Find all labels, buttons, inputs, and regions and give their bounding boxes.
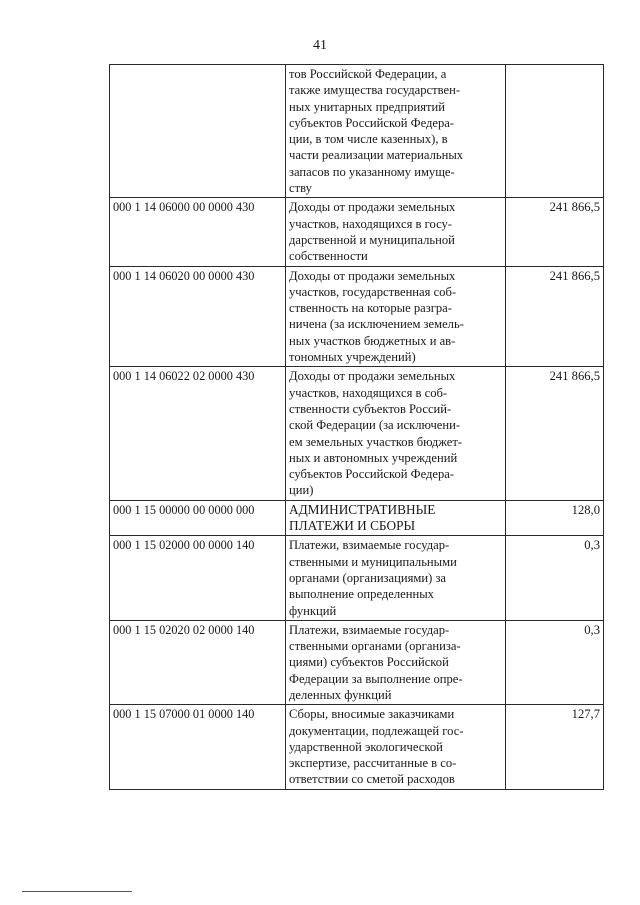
budget-code-cell: 000 1 15 07000 01 0000 140: [110, 705, 286, 789]
budget-code-cell: [110, 65, 286, 198]
revenue-name-cell: [286, 266, 506, 367]
revenue-name-line: ственности субъектов Россий-: [289, 401, 452, 416]
revenue-name-line: ской Федерации (за исключени-: [289, 418, 461, 433]
revenue-name-line: ответствии со сметой расходов: [289, 772, 455, 787]
revenue-name-line: ственность на которые разгра-: [289, 301, 452, 316]
revenue-name-line: Сборы, вносимые заказчиками: [289, 707, 455, 722]
revenue-name-line: Доходы от продажи земельных: [289, 268, 456, 283]
amount-cell: 0,3: [506, 620, 604, 704]
revenue-name-line: ных участков бюджетных и ав-: [289, 333, 456, 348]
revenue-name-line: тов Российской Федерации, а: [289, 67, 447, 81]
revenue-name-line: ции, в том числе казенных), в: [289, 132, 448, 147]
revenue-name-line: части реализации материальных: [289, 148, 464, 163]
revenue-name-line: ничена (за исключением земель-: [289, 317, 464, 332]
revenue-name-line: АДМИНИСТРАТИВНЫЕ: [289, 501, 436, 517]
revenue-name-cell: [286, 705, 506, 789]
revenue-name-line: субъектов Российской Федера-: [289, 115, 455, 130]
amount-cell: 127,7: [506, 705, 604, 789]
revenue-name-line: Доходы от продажи земельных: [289, 200, 456, 215]
amount-cell: 241 866,5: [506, 367, 604, 500]
revenue-name-line: ству: [289, 181, 312, 196]
revenue-name-line: циями) субъектов Российской: [289, 655, 449, 670]
revenue-name-line: Платежи, взимаемые государ-: [289, 622, 450, 637]
table-row: [110, 198, 604, 266]
revenue-name-cell: [286, 367, 506, 500]
revenue-name-line: также имущества государствен-: [289, 83, 461, 98]
revenue-name-line: собственности: [289, 249, 368, 264]
revenue-name-line: ных и автономных учреждений: [289, 450, 458, 465]
budget-code-cell: 000 1 14 06022 02 0000 430: [110, 367, 286, 500]
revenue-name-line: выполнение определенных: [289, 587, 434, 602]
revenue-name-line: функций: [289, 603, 337, 618]
revenue-name-line: Доходы от продажи земельных: [289, 369, 456, 384]
budget-code-cell: 000 1 15 02000 00 0000 140: [110, 536, 286, 620]
revenue-name-line: ственными и муниципальными: [289, 554, 457, 569]
revenue-name-line: Федерации за выполнение опре-: [289, 671, 463, 686]
amount-cell: 241 866,5: [506, 198, 604, 266]
table-row: [110, 500, 604, 536]
page-number: 41: [313, 38, 327, 53]
table-row: [110, 266, 604, 367]
revenue-name-line: экспертизе, рассчитанные в со-: [289, 756, 457, 771]
revenue-name-line: ем земельных участков бюджет-: [289, 434, 463, 449]
table-row: [110, 536, 604, 620]
budget-code-cell: 000 1 15 02020 02 0000 140: [110, 620, 286, 704]
revenue-name-line: участков, государственная соб-: [289, 284, 457, 299]
revenue-name-line: ственными органами (организа-: [289, 639, 461, 654]
revenue-name-cell: [286, 500, 506, 536]
revenue-name-line: запасов по указанному имуще-: [289, 164, 455, 179]
revenue-name-line: Платежи, взимаемые государ-: [289, 538, 450, 553]
revenue-name-line: ПЛАТЕЖИ И СБОРЫ: [289, 518, 416, 534]
table-row: [110, 65, 604, 198]
amount-cell: 241 866,5: [506, 266, 604, 367]
table-row: [110, 367, 604, 500]
revenue-name-line: тономных учреждений): [289, 350, 416, 365]
revenue-name-line: участков, находящихся в соб-: [289, 385, 448, 400]
revenue-name-line: дарственной и муниципальной: [289, 232, 455, 247]
revenue-name-cell: [286, 620, 506, 704]
budget-code-cell: 000 1 15 00000 00 0000 000: [110, 500, 286, 536]
amount-cell: [506, 65, 604, 198]
revenue-name-line: ции): [289, 483, 314, 498]
table-row: [110, 620, 604, 704]
budget-revenue-table: [109, 64, 604, 790]
budget-code-cell: 000 1 14 06020 00 0000 430: [110, 266, 286, 367]
revenue-name-line: документации, подлежащей гос-: [289, 723, 464, 738]
amount-cell: 128,0: [506, 500, 604, 536]
revenue-name-line: ных унитарных предприятий: [289, 99, 446, 114]
budget-code-cell: 000 1 14 06000 00 0000 430: [110, 198, 286, 266]
table-row: [110, 705, 604, 789]
revenue-name-cell: [286, 198, 506, 266]
revenue-name-line: органами (организациями) за: [289, 570, 447, 585]
revenue-name-line: деленных функций: [289, 687, 392, 702]
revenue-name-cell: [286, 65, 506, 198]
amount-cell: 0,3: [506, 536, 604, 620]
revenue-name-line: субъектов Российской Федера-: [289, 467, 455, 482]
revenue-name-line: участков, находящихся в госу-: [289, 216, 452, 231]
revenue-name-cell: [286, 536, 506, 620]
footnote-rule: [22, 891, 132, 892]
revenue-name-line: ударственной экологической: [289, 739, 443, 754]
